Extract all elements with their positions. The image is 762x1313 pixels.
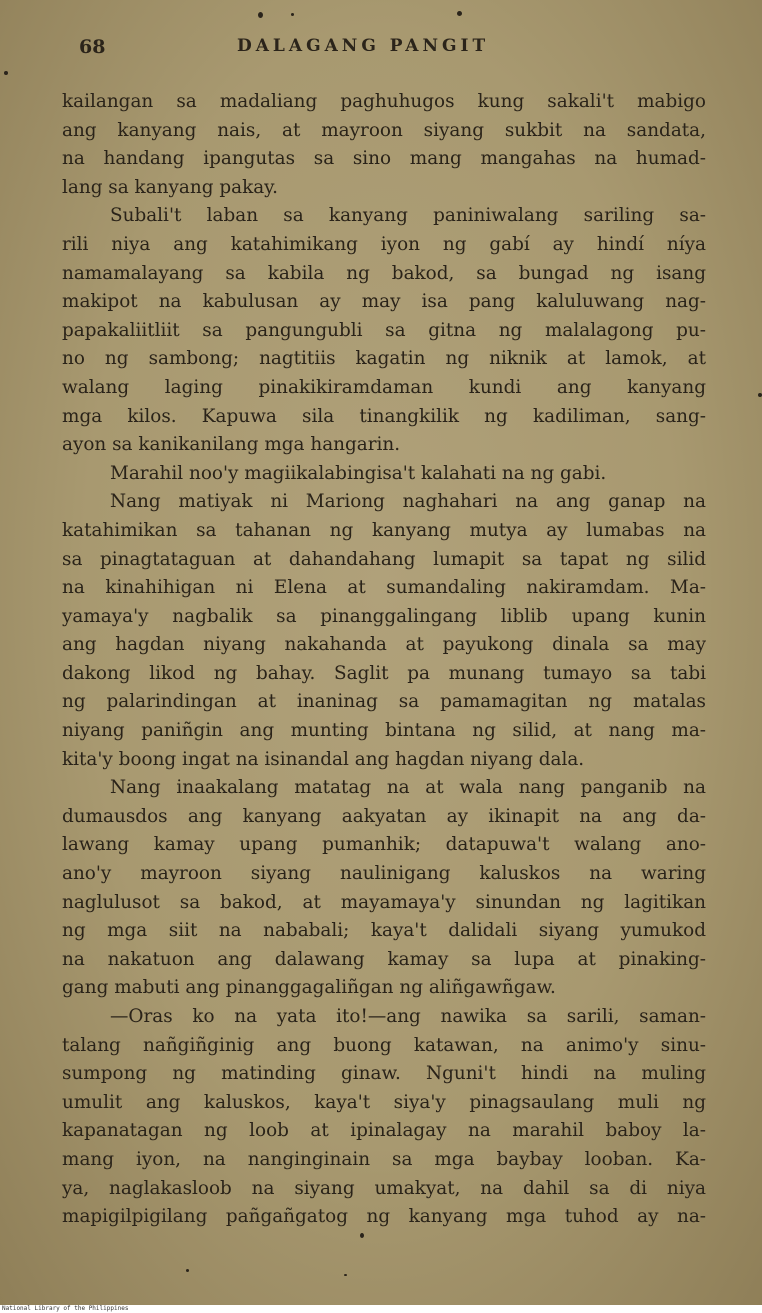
text-line: ang hagdan niyang nakahanda at payukong dinala sa may — [62, 634, 706, 656]
text-line: Marahil noo'y magiikalabingisa't kalahati na ng gabi. — [110, 462, 607, 484]
ink-speck — [360, 1233, 364, 1238]
text-line: papakaliitliit sa pangungubli sa gitna ng malalagong pu- — [62, 319, 706, 341]
text-line: walang laging pinakikiramdaman kundi ang kanyang — [62, 376, 706, 398]
text-line: umulit ang kaluskos, kaya't siya'y pinagsaulang muli ng — [62, 1091, 706, 1113]
text-line: sumpong ng matinding ginaw. Nguni't hindi na muling — [62, 1063, 706, 1085]
text-line: kita'y boong ingat na isinandal ang hagdan niyang dala. — [62, 748, 585, 770]
text-line: naglulusot sa bakod, at mayamaya'y sinundan ng lagitikan — [62, 891, 706, 913]
text-line: ya, naglakasloob na siyang umakyat, na dahil sa di niya — [62, 1177, 706, 1199]
text-line: lang sa kanyang pakay. — [62, 176, 278, 198]
text-line: kailangan sa madaliang paghuhugos kung sakali't mabigo — [62, 91, 706, 112]
ink-speck — [258, 12, 263, 18]
text-line: lawang kamay upang pumanhik; datapuwa't walang ano- — [62, 834, 706, 856]
text-line: talang nañgiñginig ang buong katawan, na animo'y sinu- — [62, 1034, 706, 1056]
page-header — [0, 36, 762, 66]
text-line: mga kilos. Kapuwa sila tinangkilik ng kadiliman, sang- — [62, 405, 706, 427]
ink-speck — [291, 13, 294, 16]
text-line: dumausdos ang kanyang aakyatan ay ikinapit na ang da- — [62, 805, 706, 827]
text-line: na nakatuon ang dalawang kamay sa lupa at pinaking- — [62, 948, 706, 970]
text-line: gang mabuti ang pinanggagaliñgan ng aliñgawñgaw. — [62, 977, 556, 999]
ink-speck — [344, 1274, 347, 1276]
text-line: dakong likod ng bahay. Saglit pa munang tumayo sa tabi — [62, 662, 706, 684]
text-line: niyang paniñgin ang munting bintana ng silid, at nang ma- — [62, 720, 706, 742]
text-line: rili niya ang katahimikang iyon ng gabí ay hindí níya — [62, 233, 706, 255]
body-text — [62, 88, 706, 1232]
ink-speck — [457, 11, 462, 16]
text-line: na handang ipangutas sa sino mang mangahas na humad- — [62, 148, 706, 170]
ink-speck — [186, 1269, 189, 1272]
text-line: —Oras ko na yata ito!—ang nawika sa sarili, saman- — [110, 1006, 706, 1027]
text-line: ng mga siit na nababali; kaya't dalidali siyang yumukod — [62, 920, 706, 942]
text-line: Subali't laban sa kanyang paniniwalang sariling sa- — [110, 205, 706, 227]
text-line: sa pinagtataguan at dahandahang lumapit sa tapat ng silid — [62, 548, 706, 570]
text-line: ng palarindingan at inaninag sa pamamagitan ng matalas — [62, 691, 706, 713]
text-line: yamaya'y nagbalik sa pinanggalingang liblib upang kunin — [62, 605, 706, 627]
text-line: ano'y mayroon siyang naulinigang kaluskos na waring — [62, 863, 706, 885]
text-line: ang kanyang nais, at mayroon siyang sukbit na sandata, — [62, 119, 706, 141]
text-line: makipot na kabulusan ay may isa pang kaluluwang nag- — [62, 291, 706, 313]
text-line: mapigilpigilang pañgañgatog ng kanyang mga tuhod ay na- — [62, 1206, 706, 1228]
library-credit: National Library of the Philippines — [2, 1305, 129, 1312]
text-line: mang iyon, na nanginginain sa mga baybay looban. Ka- — [62, 1148, 706, 1170]
text-line: Nang inaakalang matatag na at wala nang panganib na — [110, 777, 706, 799]
ink-speck — [4, 71, 8, 75]
text-line: ayon sa kanikanilang mga hangarin. — [62, 434, 401, 456]
page-number: 68 — [79, 36, 106, 58]
text-line: na kinahihigan ni Elena at sumandaling nakiramdam. Ma- — [62, 577, 706, 599]
text-line: Nang matiyak ni Mariong naghahari na ang ganap na — [110, 491, 706, 513]
text-line: namamalayang sa kabila ng bakod, sa bungad ng isang — [62, 262, 706, 284]
text-line: katahimikan sa tahanan ng kanyang mutya ay lumabas na — [62, 519, 706, 541]
text-line: kapanatagan ng loob at ipinalagay na marahil baboy la- — [62, 1120, 706, 1142]
text-line: no ng sambong; nagtitiis kagatin ng niknik at lamok, at — [62, 348, 706, 370]
running-title: DALAGANG PANGIT — [237, 36, 490, 56]
ink-speck — [758, 393, 762, 397]
